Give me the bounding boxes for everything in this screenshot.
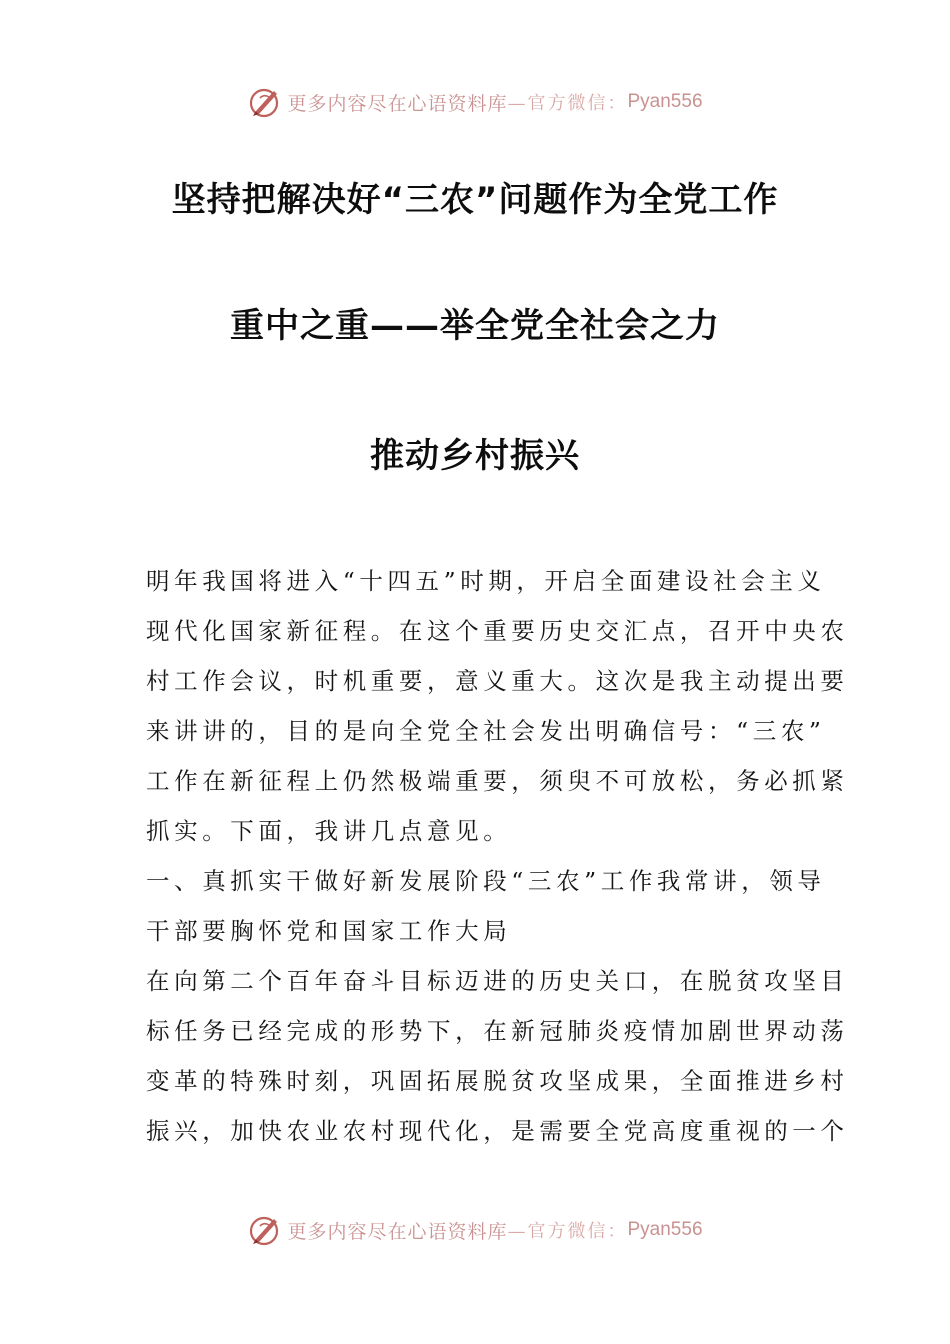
body-line: 抓实。下面，我讲几点意见。 [146,817,512,845]
header-watermark [0,82,950,122]
pen-logo-icon [247,1212,283,1248]
footer-watermark [0,1210,950,1250]
document-title-line-3: 推动乡村振兴 [370,436,580,476]
watermark-suffix: —官方微信： [507,1221,628,1242]
body-line: 村工作会议，时机重要，意义重大。这次是我主动提出要 [146,667,849,695]
document-body [146,556,849,1156]
watermark-text: 更多内容尽在心语资料库 [287,1220,508,1243]
body-line: 工作在新征程上仍然极端重要，须臾不可放松，务必抓紧 [146,767,849,795]
body-line: 变革的特殊时刻，巩固拓展脱贫攻坚成果，全面推进乡村 [146,1067,849,1095]
body-line: 明年我国将进入“十四五”时期，开启全面建设社会主义 [146,567,826,595]
section-heading-line: 一、真抓实干做好新发展阶段“三农”工作我常讲，领导 [146,867,826,895]
watermark-wechat-id: Pyan556 [627,1219,703,1240]
section-heading-line: 干部要胸怀党和国家工作大局 [146,917,512,945]
pen-logo-icon [247,84,283,120]
watermark-text: 更多内容尽在心语资料库 [287,92,508,115]
body-line: 现代化国家新征程。在这个重要历史交汇点，召开中央农 [146,617,849,645]
body-line: 在向第二个百年奋斗目标迈进的历史关口，在脱贫攻坚目 [146,967,849,995]
document-title-line-1: 坚持把解决好“三农”问题作为全党工作 [171,180,779,220]
watermark-wechat-id: Pyan556 [627,91,703,112]
watermark-suffix: —官方微信： [507,93,628,114]
document-title-line-2: 重中之重——举全党全社会之力 [230,306,720,346]
body-line: 来讲讲的，目的是向全党全社会发出明确信号：“三农” [146,717,826,745]
body-line: 振兴，加快农业农村现代化，是需要全党高度重视的一个 [146,1117,849,1145]
body-line: 标任务已经完成的形势下，在新冠肺炎疫情加剧世界动荡 [146,1017,849,1045]
